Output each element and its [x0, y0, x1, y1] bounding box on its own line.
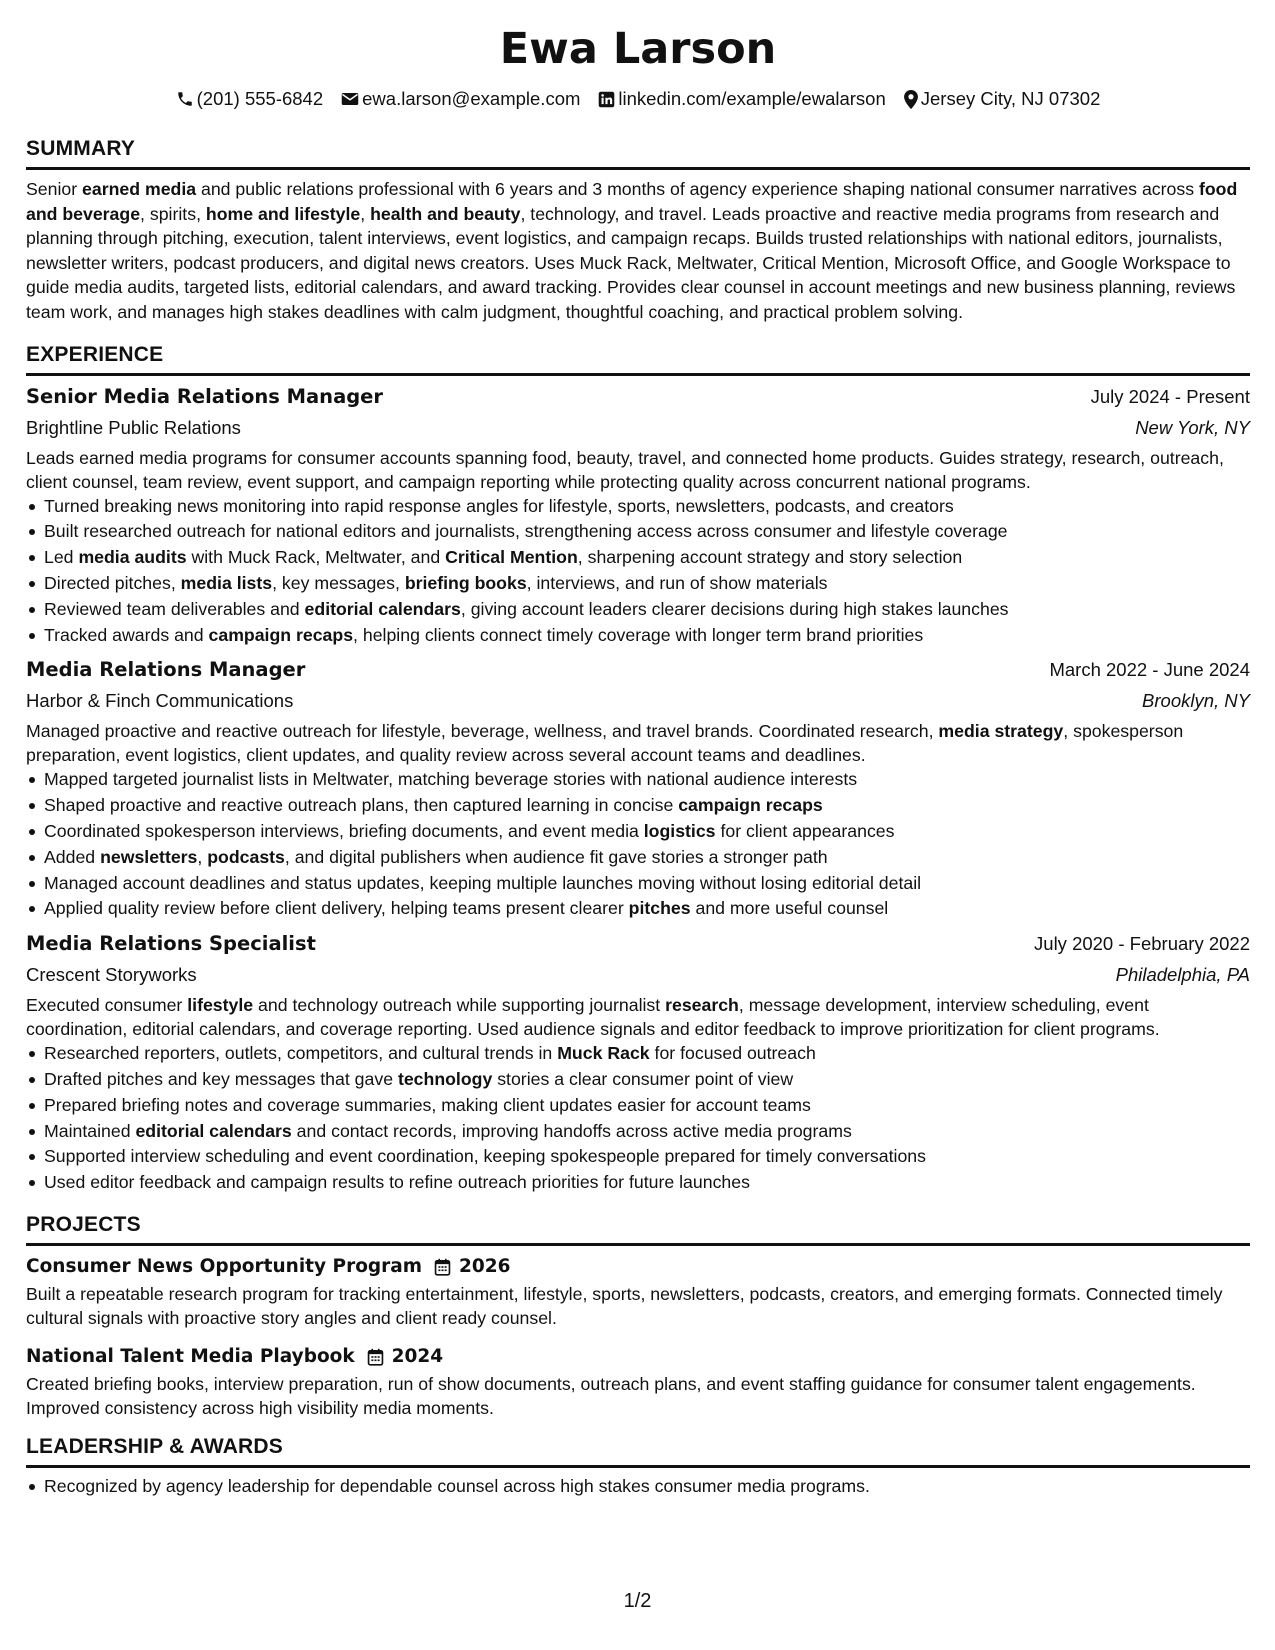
job-location: New York, NY — [1135, 416, 1250, 438]
text-run: , — [360, 203, 371, 224]
leadership-bullets — [26, 1474, 1250, 1500]
text-run: , helping clients connect timely coverage with longer term brand priorities — [353, 624, 924, 645]
projects-section — [26, 1212, 1250, 1420]
bold-text: podcasts — [207, 846, 285, 867]
project-year: 2026 — [459, 1255, 511, 1277]
text-run: Maintained — [44, 1120, 136, 1141]
project-name: National Talent Media Playbook — [26, 1345, 355, 1367]
text-run: , spirits, — [140, 203, 206, 224]
project-year: 2024 — [391, 1345, 444, 1367]
text-run: , and digital publishers when audience fit gave stories a stronger path — [284, 846, 828, 867]
list-item — [44, 1144, 1250, 1170]
contact-email[interactable] — [341, 86, 580, 112]
job-bullets — [26, 1041, 1250, 1196]
job-dates: March 2022 - June 2024 — [1049, 659, 1250, 681]
job-title: Media Relations Manager — [26, 658, 306, 682]
job-bullets — [26, 767, 1250, 922]
resume-page — [26, 0, 1250, 1500]
bold-text: media lists — [180, 572, 273, 593]
linkedin-icon — [598, 91, 615, 108]
section-divider — [26, 373, 1250, 376]
bold-text: newsletters — [100, 846, 198, 867]
candidate-name: Ewa Larson — [499, 24, 777, 74]
bold-text: Critical Mention — [445, 547, 578, 568]
text-run: and public relations professional with 6 years and 3 months of agency experience shaping national consumer narratives across — [196, 179, 1199, 199]
list-item — [44, 494, 1250, 520]
bold-text: pitches — [628, 898, 691, 919]
bold-text: research — [665, 995, 739, 1016]
bold-text: briefing books — [404, 572, 527, 593]
text-run: stories a clear consumer point of view — [492, 1068, 794, 1089]
list-item — [44, 623, 1250, 649]
job-company: Harbor & Finch Communications — [26, 690, 294, 712]
project-entry — [26, 1252, 1250, 1330]
contact-phone-text: (201) 555-6842 — [196, 88, 324, 109]
text-run: Shaped proactive and reactive outreach plans, then captured learning in concise — [44, 795, 679, 816]
job-dates: July 2024 - Present — [1090, 385, 1250, 407]
text-run: for focused outreach — [649, 1043, 816, 1064]
text-run: Senior — [26, 179, 83, 199]
section-title: SUMMARY — [26, 137, 136, 160]
text-run: , key messages, — [272, 572, 405, 593]
list-item: Recognized by agency leadership for dependable counsel across high stakes consumer media programs. — [44, 1474, 1250, 1500]
section-divider — [26, 167, 1250, 170]
text-run: Managed proactive and reactive outreach for lifestyle, beverage, wellness, and travel brands. Coordinated research, — [26, 721, 939, 742]
text-run: and more useful counsel — [690, 898, 889, 919]
section-title: LEADERSHIP & AWARDS — [26, 1434, 283, 1458]
text-run: with Muck Rack, Meltwater, and — [186, 547, 446, 568]
text-run: , sharpening account strategy and story selection — [577, 547, 963, 568]
bold-text: technology — [397, 1068, 493, 1089]
text-run: Coordinated spokesperson interviews, briefing documents, and event media — [44, 820, 644, 841]
bold-text: editorial calendars — [304, 598, 461, 619]
text-run: Tracked awards and — [44, 624, 209, 645]
text-run: , spokesperson preparation, event logistics, client updates, and quality review across several account teams and deadlines. — [26, 721, 1184, 766]
text-run: , interviews, and run of show materials — [526, 572, 828, 593]
text-run: , technology, and travel. Leads proactive and reactive media programs from research and planning through pitching, execution, talent interviews, event logistics, and campaign recaps. Builds trusted relationships with national editors, journalists, newsletter writers, podcast producers, and digital news creators. Uses Muck Rack, Meltwater, Critical Mention, Microsoft Office, and Google Workspace to guide media audits, targeted lists, editorial calendars, and award tracking. Provides clear counsel in account meetings and new business planning, reviews team work, and manages high stakes deadlines with calm judgment, thoughtful coaching, and practical problem solving. — [26, 203, 1236, 322]
text-run: Mapped targeted journalist lists in Meltwater, matching beverage stories with national audience interests — [44, 769, 858, 790]
job-description — [26, 719, 1250, 767]
leadership-section — [26, 1434, 1250, 1500]
list-item — [44, 871, 1250, 897]
job-entry — [26, 654, 1250, 922]
summary-text — [26, 177, 1250, 325]
job-description — [26, 993, 1250, 1041]
bold-text: media strategy — [938, 721, 1064, 742]
text-run: Executed consumer — [26, 995, 188, 1016]
text-run: Added — [44, 846, 101, 867]
text-run: Supported interview scheduling and event coordination, keeping spokespeople prepared for timely conversations — [44, 1146, 926, 1167]
bold-text: lifestyle — [187, 995, 254, 1016]
text-run: Drafted pitches and key messages that gave — [44, 1068, 398, 1089]
job-description — [26, 446, 1250, 494]
bold-text: home and lifestyle — [205, 203, 361, 224]
job-bullets — [26, 494, 1250, 649]
list-item — [44, 819, 1250, 845]
job-entry — [26, 928, 1250, 1196]
contact-bar — [26, 86, 1250, 112]
text-run: , message development, interview scheduling, event coordination, editorial calendars, and coverage reporting. Used audience signals and editor feedback to improve prioritization for client programs. — [26, 995, 1160, 1040]
bold-text: logistics — [643, 820, 716, 841]
section-divider — [26, 1465, 1250, 1468]
list-item — [44, 1093, 1250, 1119]
contact-location-text: Jersey City, NJ 07302 — [920, 88, 1101, 109]
map-pin-icon — [904, 90, 918, 109]
text-run: Turned breaking news monitoring into rapid response angles for lifestyle, sports, newsletters, podcasts, and creators — [44, 495, 954, 516]
text-run: Directed pitches, — [44, 572, 181, 593]
job-company: Crescent Storyworks — [26, 964, 197, 986]
contact-linkedin-text[interactable]: linkedin.com/example/ewalarson — [618, 88, 886, 109]
project-name: Consumer News Opportunity Program — [26, 1255, 423, 1277]
project-description: Built a repeatable research program for tracking entertainment, lifestyle, sports, newsletters, podcasts, creators, and emerging formats. Connected timely cultural signals with proactive story angles and client ready counsel. — [26, 1283, 1223, 1328]
envelope-icon — [341, 92, 359, 106]
list-item — [44, 597, 1250, 623]
list-item — [44, 1067, 1250, 1093]
text-run: Applied quality review before client delivery, helping teams present clearer — [44, 898, 629, 919]
list-item — [44, 1170, 1250, 1196]
list-item — [44, 545, 1250, 571]
text-run: Leads earned media programs for consumer accounts spanning food, beauty, travel, and connected home products. Guides strategy, research, outreach, client counsel, team review, event support, and campaign reporting while protecting quality across concurrent national programs. — [26, 447, 1224, 492]
list-item — [44, 896, 1250, 922]
project-description: Created briefing books, interview preparation, run of show documents, outreach plans, and event staffing guidance for consumer talent engagements. Improved consistency across high visibility media moments. — [26, 1373, 1196, 1418]
bold-text: media audits — [78, 547, 187, 568]
phone-icon — [176, 90, 194, 108]
contact-linkedin[interactable] — [598, 86, 885, 112]
job-location: Philadelphia, PA — [1115, 964, 1250, 986]
text-run: , giving account leaders clearer decisions during high stakes launches — [460, 598, 1009, 619]
job-location: Brooklyn, NY — [1142, 690, 1250, 712]
job-company: Brightline Public Relations — [26, 416, 241, 438]
bold-text: editorial calendars — [135, 1120, 292, 1141]
list-item — [44, 571, 1250, 597]
text-run: Reviewed team deliverables and — [44, 598, 305, 619]
page-number: 1/2 — [623, 1590, 652, 1612]
bold-text: food and beverage — [26, 179, 1238, 224]
bold-text: campaign recaps — [208, 624, 354, 645]
job-entry — [26, 381, 1250, 649]
bold-text: campaign recaps — [678, 795, 823, 816]
project-entry — [26, 1342, 1250, 1420]
text-run: and contact records, improving handoffs across active media programs — [291, 1120, 852, 1141]
job-title: Media Relations Specialist — [26, 932, 316, 956]
text-run: Built researched outreach for national editors and journalists, strengthening access across consumer and lifestyle coverage — [44, 521, 1008, 542]
contact-phone — [176, 86, 324, 112]
text-run: and technology outreach while supporting journalist — [253, 995, 666, 1016]
text-run: Researched reporters, outlets, competitors, and cultural trends in — [44, 1043, 558, 1064]
calendar-icon — [434, 1258, 451, 1276]
text-run: , — [197, 846, 208, 867]
text-run: Led — [44, 547, 79, 568]
contact-location — [904, 86, 1101, 112]
section-title: PROJECTS — [26, 1212, 141, 1236]
list-item — [44, 767, 1250, 793]
calendar-icon — [367, 1348, 384, 1366]
section-divider — [26, 1243, 1250, 1246]
list-item — [44, 793, 1250, 819]
list-item — [44, 1119, 1250, 1145]
bold-text: earned media — [82, 179, 197, 199]
text-run: for client appearances — [715, 820, 895, 841]
summary-section — [26, 136, 1250, 325]
list-item — [44, 1041, 1250, 1067]
bold-text: health and beauty — [370, 203, 521, 224]
experience-section — [26, 342, 1250, 1196]
job-dates: July 2020 - February 2022 — [1034, 933, 1250, 955]
section-title: EXPERIENCE — [26, 342, 164, 366]
bold-text: Muck Rack — [557, 1043, 650, 1064]
list-item — [44, 519, 1250, 545]
text-run: Managed account deadlines and status updates, keeping multiple launches moving without losing editorial detail — [44, 872, 922, 893]
job-title: Senior Media Relations Manager — [26, 384, 384, 408]
contact-email-text[interactable]: ewa.larson@example.com — [362, 88, 581, 109]
text-run: Prepared briefing notes and coverage summaries, making client updates easier for account teams — [44, 1094, 811, 1115]
list-item — [44, 845, 1250, 871]
text-run: Used editor feedback and campaign results to refine outreach priorities for future launches — [44, 1172, 750, 1193]
